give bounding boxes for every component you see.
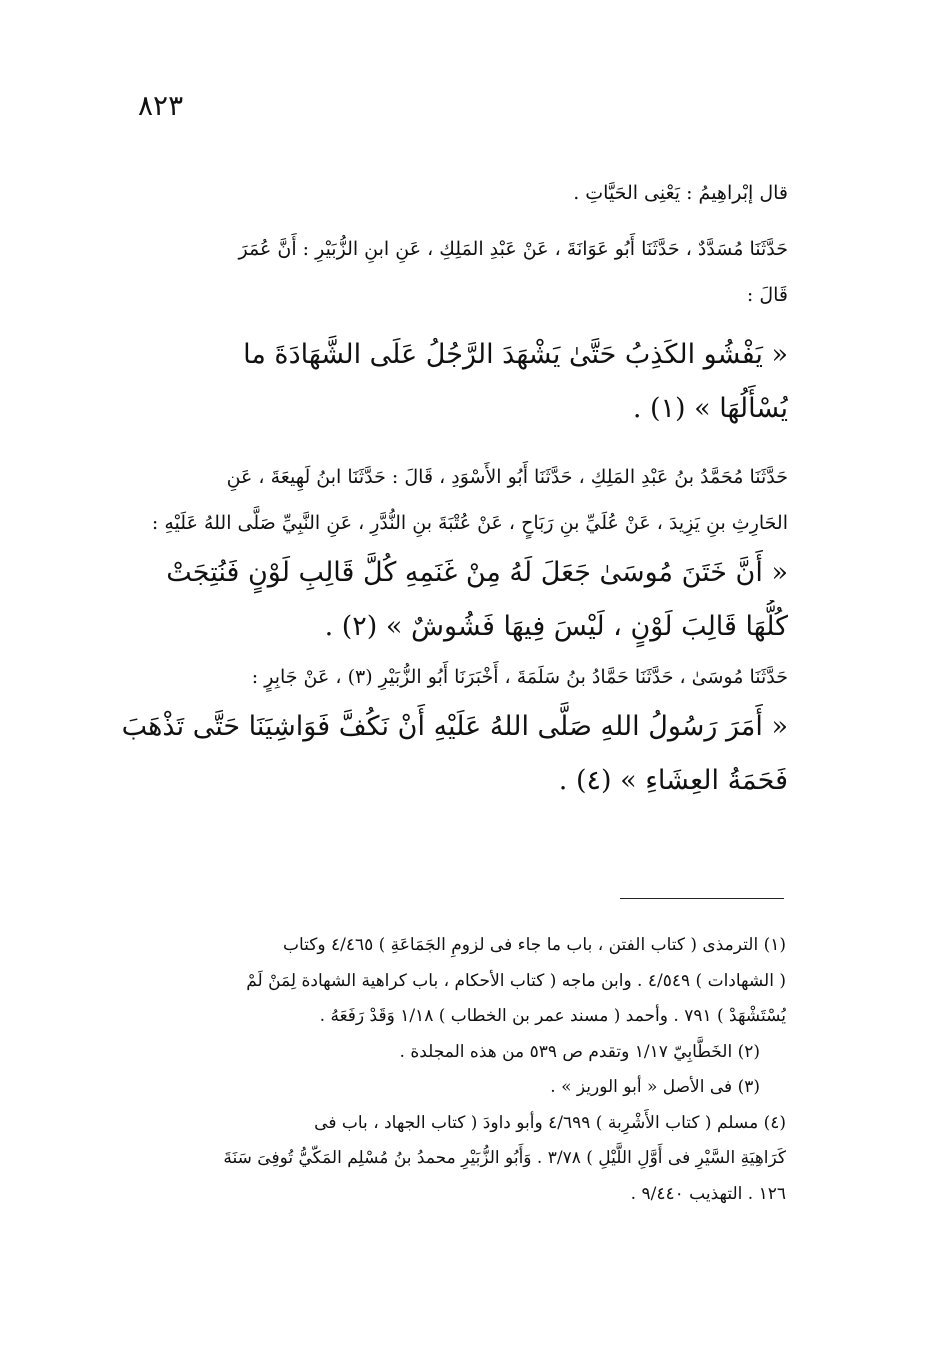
footnote-line: (٤) مسلم ( كتاب الأَشْرِبة ) ٤/٦٩٩ وأبو داودَ ( كتاب الجهاد ، باب فى — [314, 1112, 786, 1133]
footnote-line: ( الشهادات ) ٤/٥٤٩ . وابن ماجه ( كتاب الأحكام ، باب كراهية الشهادة لِمَنْ لَمْ — [246, 970, 786, 991]
narration-line: حَدَّثَنَا مُوسَىٰ ، حَدَّثَنَا حَمَّادُ بنُ سَلَمَةَ ، أَخْبَرَنَا أَبُو الزُّبَيْرِ (٣) ، عَنْ جَابِرٍ : — [251, 666, 788, 688]
hadith-line: « يَفْشُو الكَذِبُ حَتَّىٰ يَشْهَدَ الرَّجُلُ عَلَى الشَّهَادَةَ ما — [243, 339, 788, 370]
hadith-line: فَحَمَةُ العِشَاءِ » (٤) . — [558, 765, 788, 796]
footnote-line: (١) الترمذى ( كتاب الفتن ، باب ما جاء فى لزومِ الجَمَاعَةِ ) ٤/٤٦٥ وكتاب — [282, 935, 786, 955]
narration-line: حَدَّثَنَا مُحَمَّدُ بنُ عَبْدِ المَلِكِ ، حَدَّثَنَا أَبُو الأَسْوَدِ ، قَالَ : حَدَّثَنَا ابنُ لَهِيعَةَ ، عَنِ — [226, 466, 788, 488]
hadith-line: كُلُّهَا قَالِبَ لَوْنٍ ، لَيْسَ فِيهَا فَشُوشٌ » (٢) . — [324, 611, 788, 642]
narration-line: حَدَّثَنَا مُسَدَّدٌ ، حَدَّثَنَا أَبُو عَوَانَةَ ، عَنْ عَبْدِ المَلِكِ ، عَنِ ابنِ الزُّبَيْرِ : أَنَّ عُمَرَ — [238, 238, 788, 260]
narration-line: الحَارِثِ بنِ يَزِيدَ ، عَنْ عُلَيِّ بنِ رَبَاحٍ ، عَنْ عُتْبَةَ بنِ النُّدَّرِ ، عَنِ النَّبِيِّ صَلَّى اللهُ عَلَيْهِ : — [151, 512, 788, 534]
main-text — [118, 170, 788, 808]
footnote-line: كَرَاهِيَةِ السَّيْرِ فى أَوَّلِ اللَّيْلِ ) ٣/٧٨ . وَأَبُو الزُّبَيْرِ محمدُ بنُ مُسْلِم المَكّيُّ تُوفِىَ سَنَةَ — [223, 1148, 786, 1168]
footnote-line: (٢) الخَطَّابِيّ ١/١٧ وتقدم ص ٥٣٩ من هذه المجلدة . — [399, 1041, 760, 1062]
footnotes — [118, 928, 786, 1212]
hadith-line: « أَنَّ خَتَنَ مُوسَىٰ جَعَلَ لَهُ مِنْ غَنَمِهِ كُلَّ قَالِبِ لَوْنٍ فَنُتِجَتْ — [166, 557, 788, 588]
narration-line: قَالَ : — [746, 284, 788, 306]
page-number: ٨٢٣ — [138, 89, 184, 122]
hadith-line: « أَمَرَ رَسُولُ اللهِ صَلَّى اللهُ عَلَيْهِ أَنْ نَكُفَّ فَوَاشِيَنَا حَتَّى تَذْهَبَ — [121, 711, 788, 742]
footnote-line: (٣) فى الأصل « أبو الوريز » . — [550, 1077, 760, 1097]
footnote-line: ١٢٦ . التهذيب ٩/٤٤٠ . — [630, 1183, 786, 1204]
hadith-line: يُسْأَلُهَا » (١) . — [632, 393, 788, 424]
footnote-line: يُسْتَشْهَدْ ) ٧٩١ . وأحمد ( مسند عمر بن الخطاب ) ١/١٨ وَقَدْ رَفَعَهُ . — [319, 1006, 786, 1026]
narration-line: قال إبْراهِيمُ : يَعْنِى الحَيَّاتِ . — [573, 182, 788, 204]
footnote-separator — [620, 898, 784, 899]
